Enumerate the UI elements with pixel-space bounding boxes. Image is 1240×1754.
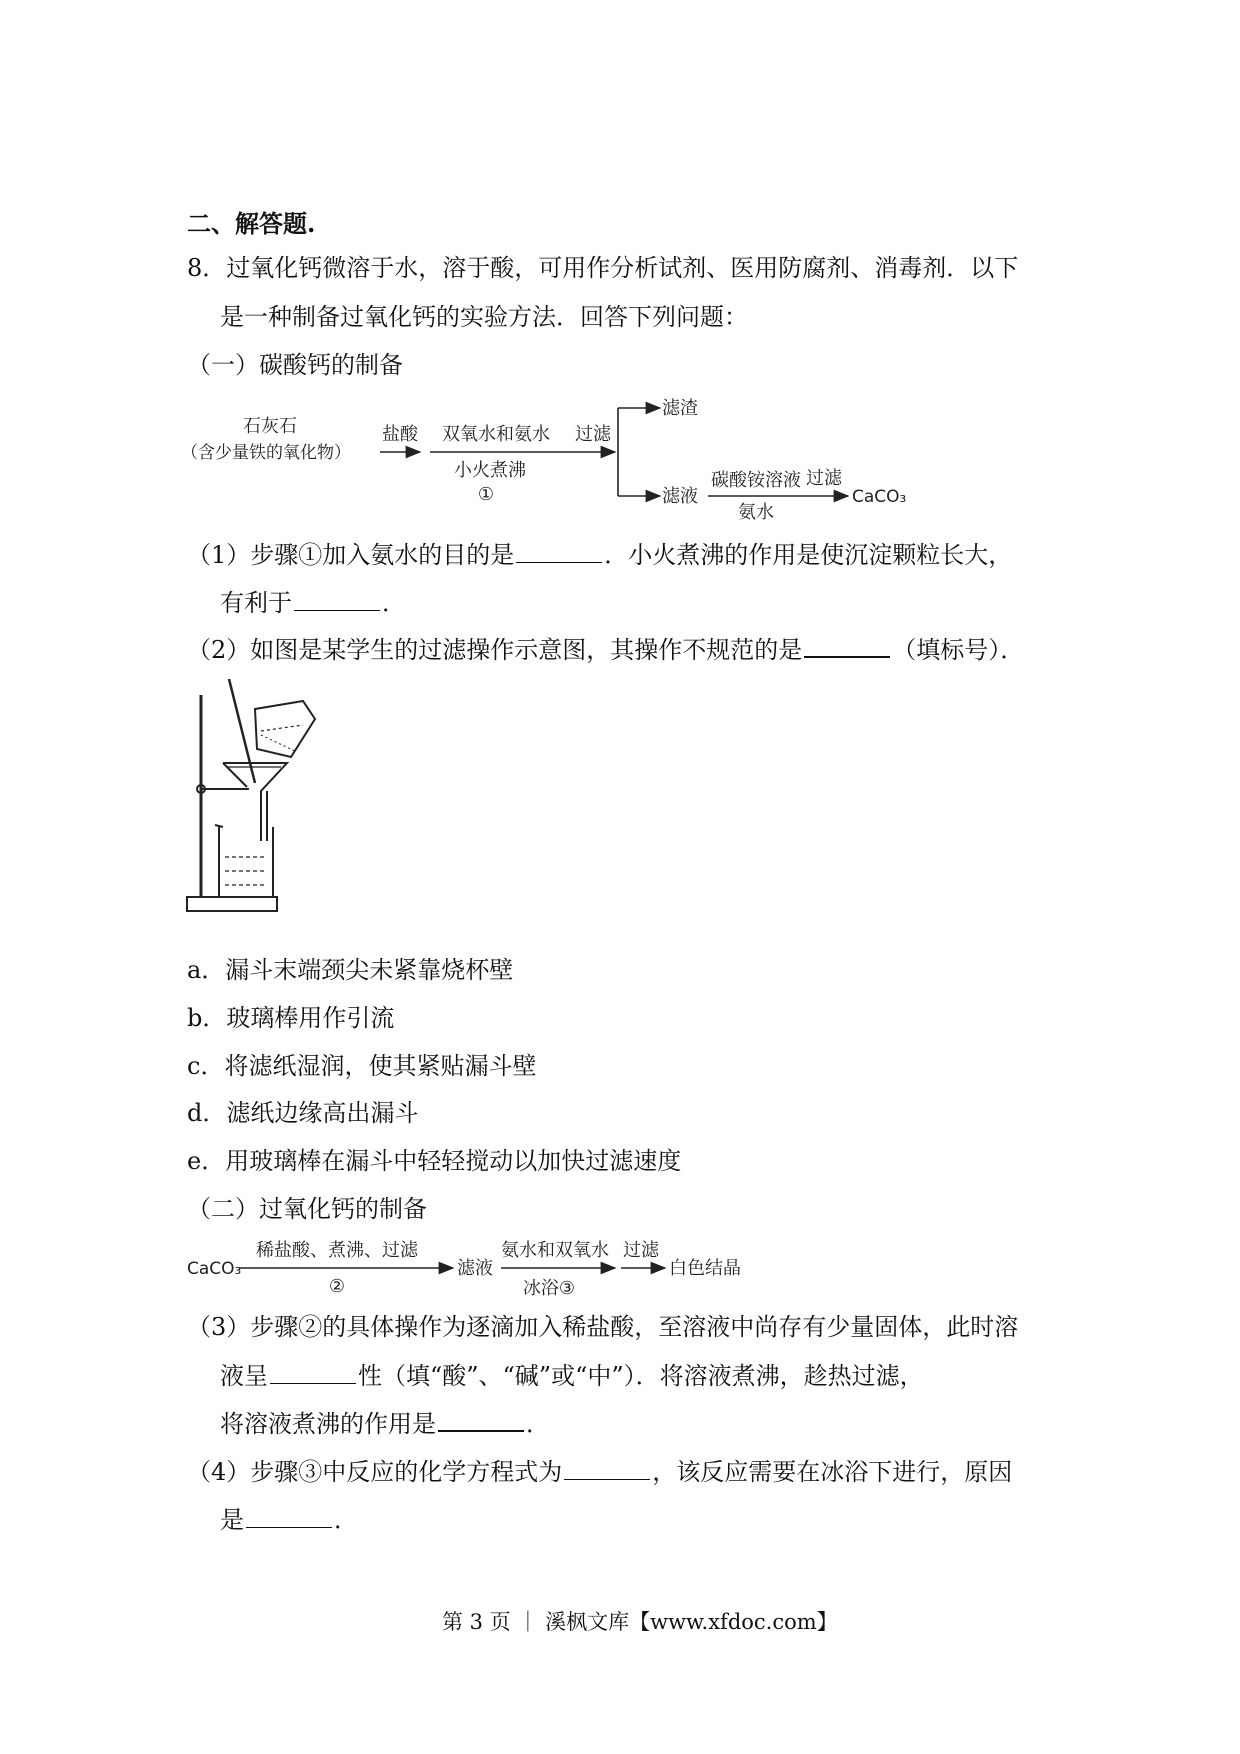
q3-line2: 液呈 性（填“酸”、“碱”或“中”）．将溶液煮沸，趁热过滤， xyxy=(220,1362,924,1390)
option-c: c．将滤纸湿润，使其紧贴漏斗壁 xyxy=(187,1052,537,1080)
question-intro-line2: 是一种制备过氧化钙的实验方法．回答下列问题： xyxy=(220,303,748,331)
part2-title: （二）过氧化钙的制备 xyxy=(187,1195,427,1223)
flow1-step2-above: 碳酸铵溶液 xyxy=(711,470,801,491)
flow1-start-line1: 石灰石 xyxy=(243,416,297,437)
flow2-start: CaCO₃ xyxy=(187,1259,242,1279)
flow1-filtrate: 滤液 xyxy=(662,486,698,507)
q4-line2: 是 ． xyxy=(220,1506,358,1534)
flow2-filtrate: 滤液 xyxy=(457,1258,493,1279)
q3-blank1[interactable] xyxy=(270,1383,356,1384)
q3-line3: 将溶液煮沸的作用是 ． xyxy=(220,1410,550,1438)
flow1-product: CaCO₃ xyxy=(852,487,907,507)
flow1-step1-above: 双氧水和氨水 xyxy=(442,424,550,445)
flow-diagram-cao2 xyxy=(185,1228,785,1306)
option-d: d．滤纸边缘高出漏斗 xyxy=(187,1099,419,1127)
option-a: a．漏斗末端颈尖未紧靠烧杯壁 xyxy=(187,956,514,984)
q1-blank1[interactable] xyxy=(516,562,602,563)
part1-title: （一）碳酸钙的制备 xyxy=(187,351,403,379)
flow-diagram-caco3 xyxy=(180,390,940,526)
q1-blank2[interactable] xyxy=(294,610,380,611)
flow1-start-line2: （含少量铁的氧化物） xyxy=(181,443,351,463)
flow1-step2-below: 氨水 xyxy=(738,502,774,520)
q4-blank2[interactable] xyxy=(246,1527,332,1528)
flow1-step1-mark: ① xyxy=(477,484,495,505)
page-footer xyxy=(442,1612,838,1633)
filtration-apparatus-figure xyxy=(185,675,325,921)
footer-separator: ｜ xyxy=(517,1610,539,1634)
flow2-step2-above: 稀盐酸、煮沸、过滤 xyxy=(256,1240,418,1261)
question-intro-line1: 8．过氧化钙微溶于水，溶于酸，可用作分析试剂、医用防腐剂、消毒剂．以下 xyxy=(187,254,1019,282)
q4-line1: （4）步骤③中反应的化学方程式为 ，该反应需要在冰浴下进行，原因 xyxy=(187,1458,1013,1486)
flow1-residue: 滤渣 xyxy=(662,398,698,419)
flow1-reagent1: 盐酸 xyxy=(382,424,418,445)
footer-site[interactable]: 溪枫文库【www.xfdoc.com】 xyxy=(545,1610,838,1634)
question-number: 8． xyxy=(187,254,227,282)
q3-blank2[interactable] xyxy=(438,1430,524,1432)
q3-line1: （3）步骤②的具体操作为逐滴加入稀盐酸，至溶液中尚存有少量固体，此时溶 xyxy=(187,1313,1019,1341)
flow1-filter1: 过滤 xyxy=(575,424,611,445)
flow2-filter: 过滤 xyxy=(623,1240,659,1261)
q1-line2: 有利于 ． xyxy=(220,589,406,617)
page-number: 第 3 页 xyxy=(442,1610,511,1634)
option-b: b．玻璃棒用作引流 xyxy=(187,1004,395,1032)
q2-line: （2）如图是某学生的过滤操作示意图，其操作不规范的是 （填标号）． xyxy=(187,636,1025,664)
flow2-product: 白色结晶 xyxy=(669,1258,741,1279)
flow2-step2-mark: ② xyxy=(328,1276,346,1297)
flow1-step1-below: 小火煮沸 xyxy=(454,460,526,481)
flow1-filter2: 过滤 xyxy=(806,468,842,489)
flow2-step3-above: 氨水和双氧水 xyxy=(501,1240,609,1261)
q1-line1: （1）步骤①加入氨水的目的是 ．小火煮沸的作用是使沉淀颗粒长大， xyxy=(187,541,1013,569)
q2-blank[interactable] xyxy=(804,656,890,658)
flow2-step3-below: 冰浴③ xyxy=(522,1278,576,1299)
section-title: 二、解答题. xyxy=(187,209,316,238)
q4-blank1[interactable] xyxy=(564,1479,650,1480)
option-e: e．用玻璃棒在漏斗中轻轻搅动以加快过滤速度 xyxy=(187,1147,682,1175)
